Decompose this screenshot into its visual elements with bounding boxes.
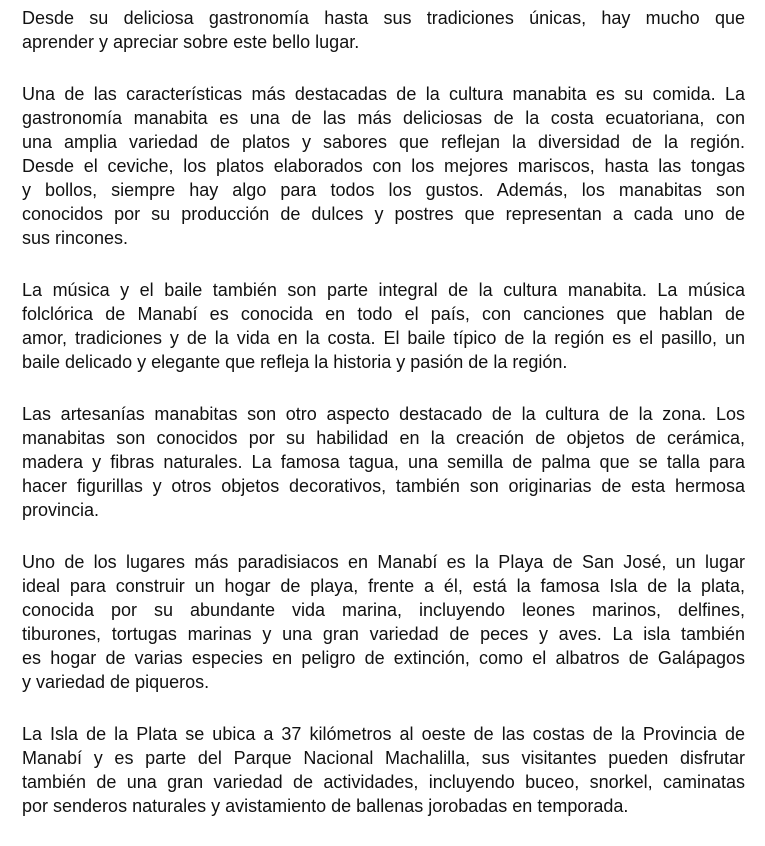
text-line: madera y fibras naturales. La famosa tagua, una semilla de palma que se talla para [22, 452, 745, 472]
text-line: amor, tradiciones y de la vida en la costa. El baile típico de la región es el pasillo, un [22, 328, 745, 348]
text-line: una amplia variedad de platos y sabores que reflejan la diversidad de la región. [22, 132, 745, 152]
text-line: Desde el ceviche, los platos elaborados con los mejores mariscos, hasta las tongas [22, 156, 745, 176]
paragraph [22, 6, 745, 54]
paragraph [22, 278, 745, 374]
text-line: conocida por su abundante vida marina, incluyendo leones marinos, delfines, [22, 600, 745, 620]
text-line: Las artesanías manabitas son otro aspecto destacado de la cultura de la zona. Los [22, 404, 745, 424]
text-line: La Isla de la Plata se ubica a 37 kilómetros al oeste de las costas de la Provincia de [22, 724, 745, 744]
paragraph [22, 82, 745, 250]
paragraph [22, 402, 745, 522]
text-line: aprender y apreciar sobre este bello lugar. [22, 32, 360, 52]
text-line: tiburones, tortugas marinas y una gran variedad de peces y aves. La isla también [22, 624, 745, 644]
text-line: y bollos, siempre hay algo para todos los gustos. Además, los manabitas son [22, 180, 745, 200]
text-line: sus rincones. [22, 228, 129, 248]
text-line: folclórica de Manabí es conocida en todo el país, con canciones que hablan de [22, 304, 745, 324]
text-line: también de una gran variedad de actividades, incluyendo buceo, snorkel, caminatas [22, 772, 745, 792]
text-line: y variedad de piqueros. [22, 672, 210, 692]
text-line: por senderos naturales y avistamiento de ballenas jorobadas en temporada. [22, 796, 629, 816]
text-line: baile delicado y elegante que refleja la historia y pasión de la región. [22, 352, 568, 372]
text-line: Uno de los lugares más paradisiacos en Manabí es la Playa de San José, un lugar [22, 552, 745, 572]
paragraph [22, 550, 745, 694]
text-line: La música y el baile también son parte integral de la cultura manabita. La música [22, 280, 745, 300]
text-line: Manabí y es parte del Parque Nacional Machalilla, sus visitantes pueden disfrutar [22, 748, 745, 768]
text-line: gastronomía manabita es una de las más deliciosas de la costa ecuatoriana, con [22, 108, 745, 128]
text-line: Una de las características más destacadas de la cultura manabita es su comida. La [22, 84, 745, 104]
text-line: provincia. [22, 500, 100, 520]
document-body [22, 6, 745, 846]
text-line: Desde su deliciosa gastronomía hasta sus tradiciones únicas, hay mucho que [22, 8, 745, 28]
text-line: conocidos por su producción de dulces y postres que representan a cada uno de [22, 204, 745, 224]
text-line: manabitas son conocidos por su habilidad en la creación de objetos de cerámica, [22, 428, 745, 448]
text-line: ideal para construir un hogar de playa, frente a él, está la famosa Isla de la plata, [22, 576, 745, 596]
text-line: hacer figurillas y otros objetos decorativos, también son originarias de esta hermosa [22, 476, 745, 496]
paragraph [22, 722, 745, 818]
text-line: es hogar de varias especies en peligro de extinción, como el albatros de Galápagos [22, 648, 745, 668]
